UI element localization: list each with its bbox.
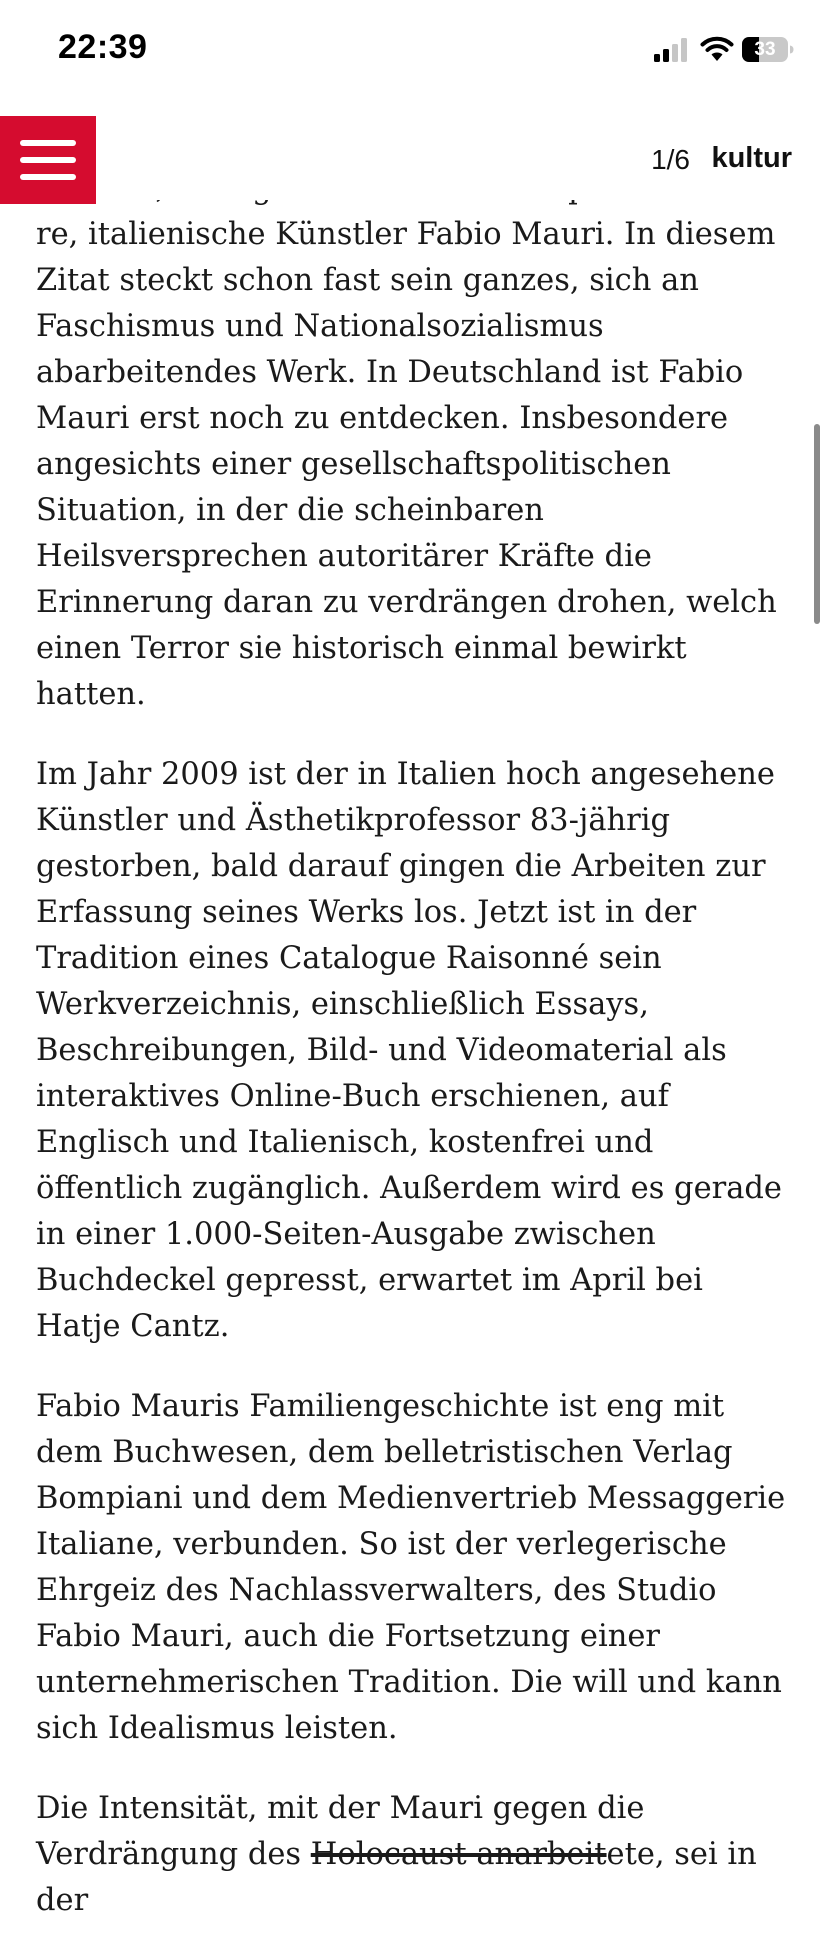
article-text: ete, sei in der bbox=[36, 1837, 757, 1918]
article-text: Die Intensität, mit der Mauri gegen die Verdrängung des bbox=[36, 1791, 645, 1872]
page-indicator: 1/6 bbox=[651, 144, 690, 175]
article-paragraph: re, italienische Künstler Fabio Mauri. In diesem Zitat steckt schon fast sein ganzes, sich an Faschismus und Nationalsozialismus abarbeitendes Werk. In Deutschland ist Fabio Mauri erst noch zu entdecken. Insbesondere angesichts einer gesellschaftspolitischen Situation, in der die scheinbaren Heilsversprechen autoritärer Kräfte die Erinnerung daran zu verdrängen drohen, welch einen Terror sie historisch einmal bewirkt hatten. bbox=[36, 217, 777, 712]
status-time: 22:39 bbox=[58, 28, 148, 66]
scrollbar[interactable] bbox=[814, 424, 820, 624]
status-bar bbox=[0, 0, 828, 100]
hamburger-icon bbox=[20, 140, 76, 146]
section-label[interactable]: kultur bbox=[711, 142, 792, 174]
hamburger-icon-bar bbox=[20, 157, 76, 163]
top-bar bbox=[0, 100, 828, 200]
article-body bbox=[36, 166, 796, 1958]
article-paragraph bbox=[36, 1786, 796, 1924]
battery-icon bbox=[742, 37, 794, 62]
battery-level: 33 bbox=[754, 39, 776, 60]
article-paragraph: Fabio Mauris Familiengeschichte ist eng mit dem Buchwesen, dem belletristischen Verlag Bompiani und dem Medienvertrieb Messaggerie Italiane, verbunden. So ist der verlegerische Ehrgeiz des Nachlassverwalters, des Studio Fabio Mauri, auch die Fortsetzung einer unternehmerischen Tradition. Die will und kann sich Idealismus leisten. bbox=[36, 1389, 786, 1746]
article-paragraph: Im Jahr 2009 ist der in Italien hoch angesehene Künstler und Ästhetikprofessor 83-jährig gestorben, bald darauf gingen die Arbeiten zur Erfassung seines Werks los. Jetzt ist in der Tradition eines Catalogue Raisonné sein Werkverzeichnis, einschließlich Essays, Beschreibungen, Bild- und Videomaterial als interaktives Online-Buch erschienen, auf Englisch und Italienisch, kostenfrei und öffentlich zugänglich. Außerdem wird es gerade in einer 1.000-Seiten-Ausgabe zwischen Buchdeckel gepresst, erwartet im April bei Hatje Cantz. bbox=[36, 757, 782, 1344]
struck-text: Holocaust anarbeit bbox=[310, 1837, 607, 1872]
menu-button[interactable] bbox=[0, 116, 96, 204]
cellular-signal-icon bbox=[654, 38, 690, 62]
hamburger-icon-bar bbox=[20, 174, 76, 180]
wifi-icon bbox=[700, 36, 734, 62]
